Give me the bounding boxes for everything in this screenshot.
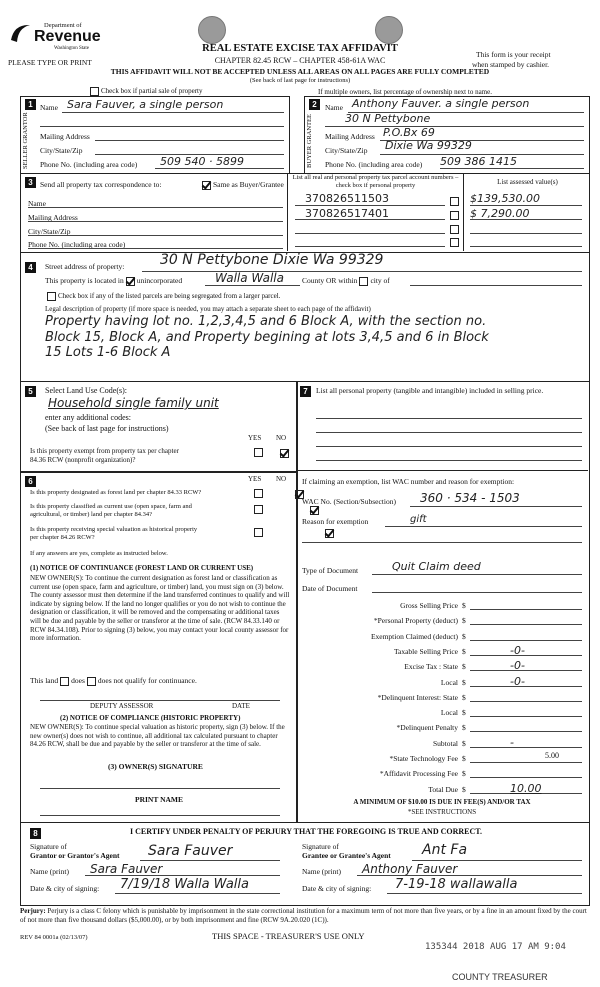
section-5-number: 5 xyxy=(25,386,36,397)
dept-line1: Department of xyxy=(44,22,82,29)
land-use-see-back: (See back of last page for instructions) xyxy=(45,424,169,433)
fee-dollar-sign: $ xyxy=(462,662,466,672)
fee-dollar-sign: $ xyxy=(462,631,466,641)
unincorporated-label: unincorporated xyxy=(136,276,183,285)
s2-phone-label: Phone No. (including area code) xyxy=(325,160,423,169)
continuance-title: (1) NOTICE OF CONTINUANCE (FOREST LAND OR CURRENT USE) xyxy=(30,564,254,572)
segregated-label: Check box if any of the listed parcels are being segregated from a larger parcel. xyxy=(58,292,281,301)
forest-land-question: Is this property designated as forest land per chapter 84.33 RCW? xyxy=(30,489,202,496)
personal-property-label: List all personal property (tangible and intangible) included in selling price. xyxy=(316,386,544,395)
s6-yes-header: YES xyxy=(248,475,262,483)
print-name-label: PRINT NAME xyxy=(135,795,183,804)
fee-label: *Delinquent Interest: State xyxy=(377,692,458,702)
type-or-print: PLEASE TYPE OR PRINT xyxy=(8,58,92,67)
assessed-value-2[interactable]: $ 7,290.00 xyxy=(470,207,530,220)
fee-label: Total Due xyxy=(428,784,458,794)
see-back: (See back of last page for instructions) xyxy=(249,77,351,84)
fee-value[interactable]: - xyxy=(510,735,514,749)
fee-dollar-sign: $ xyxy=(462,708,466,718)
fee-value[interactable]: -0- xyxy=(510,674,525,688)
fee-dollar-sign: $ xyxy=(462,738,466,748)
historic-question-a: Is this property receiving special valuation as historical property xyxy=(30,526,198,533)
grantor-agent-label: Grantor or Grantor's Agent xyxy=(30,851,120,860)
perjury-notice xyxy=(20,907,588,925)
fee-label: Local xyxy=(440,708,458,718)
historic-yes-checkbox[interactable] xyxy=(254,528,263,537)
qualify-label: qualify for continuance. xyxy=(124,676,197,685)
doc-date-label: Date of Document xyxy=(302,584,358,593)
s3-name-label: Name xyxy=(28,199,46,208)
fee-label: Local xyxy=(440,677,458,687)
doc-type-label: Type of Document xyxy=(302,566,359,575)
does-label: does xyxy=(71,676,85,685)
fee-label: *Affidavit Processing Fee xyxy=(379,769,458,779)
grantor-signature[interactable]: Sara Fauver xyxy=(148,843,233,859)
s1-phone-label: Phone No. (including area code) xyxy=(40,160,138,169)
fee-dollar-sign: $ xyxy=(462,784,466,794)
does-checkbox[interactable] xyxy=(60,677,69,686)
grantor-name-label: Name (print) xyxy=(30,867,69,876)
grantee-name-label: Name (print) xyxy=(302,867,341,876)
exemption-label: If claiming an exemption, list WAC number and reason for exemption: xyxy=(302,477,515,486)
exempt-no-checkbox[interactable] xyxy=(280,449,289,458)
fee-value[interactable]: -0- xyxy=(510,659,525,673)
dept-state: Washington State xyxy=(54,46,90,51)
form-revision: REV 84 0001a (02/13/07) xyxy=(20,934,88,941)
continuance-text: NEW OWNER(S): To continue the current designation as forest land or classification as current use (open space, farm and agriculture, or timber) land, you must sign on (3) below. The county assessor must then determine if the land transferred continues to qualify and will indicate by signing below. If the land no longer qualifies or you do not wish to continue the designation or classification, it will be removed and the compensating or additional taxes will be due and payable by the seller or transferor at the time of sale. (RCW 84.33.140 or RCW 84.34.108). Prior to signing (3) below, you may contact your local county assessor for more information. xyxy=(30,574,290,643)
grantee-date-label: Date & city of signing: xyxy=(302,884,372,893)
fee-value[interactable]: 5.00 xyxy=(545,751,559,760)
reason-label: Reason for exemption xyxy=(302,517,369,526)
s2-phone-value[interactable]: 509 386 1415 xyxy=(440,155,517,168)
current-use-yes-checkbox[interactable] xyxy=(254,505,263,514)
personal-property-checkbox-3[interactable] xyxy=(450,225,459,234)
perjury-text: Perjury is a class C felony which is punishable by imprisonment in the state correctional institution for a maximum term of not more than five years, or by a fine in an amount fixed by the court of not more than five thousand dollars ($5,000.00), or by both imprisonment and fine (RCW 9A.20.020 (1C)). xyxy=(20,907,587,924)
grantor-date-label: Date & city of signing: xyxy=(30,884,100,893)
grantor-date-value[interactable]: 7/19/18 Walla Walla xyxy=(120,877,249,892)
s2-name-value[interactable]: Anthony Fauver. a single person xyxy=(352,97,530,110)
land-use-value[interactable]: Household single family unit xyxy=(48,396,219,410)
s2-name-label: Name xyxy=(325,103,343,112)
punch-hole-left xyxy=(198,16,226,44)
wac-label: WAC No. (Section/Subsection) xyxy=(302,497,396,506)
grantee-signature[interactable]: Ant Fa xyxy=(422,842,468,858)
fee-label: Taxable Selling Price xyxy=(393,646,458,656)
reason-value[interactable]: gift xyxy=(410,514,427,525)
s1-city-label: City/State/Zip xyxy=(40,146,83,155)
form-chapter: CHAPTER 82.45 RCW – CHAPTER 458-61A WAC xyxy=(214,56,386,65)
s1-phone-value[interactable]: 509 540 · 5899 xyxy=(160,155,244,168)
punch-hole-right xyxy=(375,16,403,44)
current-use-question-b: agricultural, or timber) land per chapter 84.34? xyxy=(30,511,153,518)
parcel-header: List all real and personal property tax parcel account numbers – check box if personal property xyxy=(292,174,459,189)
section-7-number: 7 xyxy=(300,386,311,397)
county-treasurer-label: COUNTY TREASURER xyxy=(452,972,548,982)
section-1-number: 1 xyxy=(25,99,36,110)
minimum-due-note: A MINIMUM OF $10.00 IS DUE IN FEE(S) AND/OR TAX xyxy=(353,798,531,806)
s3-phone-label: Phone No. (including area code) xyxy=(28,240,126,249)
historic-text: NEW OWNER(S): To continue special valuation as historic property, sign (3) below. If the new owner(s) does not wish to continue, all additional tax calculated pursuant to chapter 84.26 RCW, shall be due and payable by the seller or transferor at the time of sale. xyxy=(30,723,285,749)
fee-dollar-sign: $ xyxy=(462,601,466,610)
treasurer-use-label: THIS SPACE - TREASURER'S USE ONLY xyxy=(212,931,365,941)
fee-dollar-sign: $ xyxy=(462,677,466,687)
historic-question-b: per chapter 84.26 RCW? xyxy=(30,534,95,541)
street-label: Street address of property: xyxy=(45,262,125,271)
s3-mailing-label: Mailing Address xyxy=(28,213,78,222)
street-value[interactable]: 30 N Pettybone Dixie Wa 99329 xyxy=(160,252,384,268)
fee-dollar-sign: $ xyxy=(462,646,466,656)
s3-city-label: City/State/Zip xyxy=(28,227,71,236)
multiple-owners-note: If multiple owners, list percentage of ownership next to name. xyxy=(318,88,492,96)
s2-line2-value[interactable]: 30 N Pettybone xyxy=(345,112,431,125)
grantor-sig-label-1: Signature of xyxy=(30,842,67,851)
legal-line-3[interactable]: 15 Lots 1-6 Block A xyxy=(45,345,171,360)
see-instructions-note: *SEE INSTRUCTIONS xyxy=(407,808,477,816)
does-not-checkbox[interactable] xyxy=(87,677,96,686)
grantor-name-value[interactable]: Sara Fauver xyxy=(90,862,163,876)
fee-label: *State Technology Fee xyxy=(389,754,458,763)
legal-line-1[interactable]: Property having lot no. 1,2,3,4,5 and 6 Block A, with the section no. xyxy=(45,314,487,329)
forest-yes-checkbox[interactable] xyxy=(254,489,263,498)
grantee-date-value[interactable]: 7-19-18 wallawalla xyxy=(395,877,518,892)
legal-label: Legal description of property (if more space is needed, you may attach a separate sheet to each page of the affidavit) xyxy=(45,305,371,313)
owner-signature-label: (3) OWNER(S) SIGNATURE xyxy=(108,762,203,771)
seller-grantor-label: SELLER GRANTOR xyxy=(22,112,29,170)
county-or-label: County OR within xyxy=(302,276,358,285)
receipt-line1: This form is your receipt xyxy=(476,50,551,59)
section-6-number: 6 xyxy=(25,476,36,487)
any-yes-instruction: If any answers are yes, complete as instructed below. xyxy=(30,550,168,557)
parcel-1[interactable]: 370826511503 xyxy=(305,192,389,205)
s1-mailing-label: Mailing Address xyxy=(40,132,90,141)
receipt-line2: when stamped by cashier. xyxy=(472,60,550,69)
current-use-question-a: Is this property classified as current use (open space, farm and xyxy=(30,503,192,510)
same-as-buyer-checkbox[interactable] xyxy=(202,181,211,190)
historic-title: (2) NOTICE OF COMPLIANCE (HISTORIC PROPERTY) xyxy=(60,714,241,722)
located-label: This property is located in xyxy=(45,276,124,285)
section-4-number: 4 xyxy=(25,262,36,273)
partial-sale-checkbox[interactable] xyxy=(90,87,99,96)
fee-dollar-sign: $ xyxy=(462,723,466,733)
parcel-2[interactable]: 370826517401 xyxy=(305,207,389,220)
perjury-label: Perjury: xyxy=(20,907,46,915)
exempt-question-1: Is this property exempt from property tax per chapter xyxy=(30,447,179,455)
personal-property-checkbox-2[interactable] xyxy=(450,211,459,220)
fee-label: Exemption Claimed (deduct) xyxy=(370,631,458,641)
doc-type-value[interactable]: Quit Claim deed xyxy=(392,560,481,573)
city-of-label: city of xyxy=(370,276,390,285)
assessed-value-1[interactable]: $139,530.00 xyxy=(470,192,540,205)
city-checkbox[interactable] xyxy=(359,277,368,286)
dept-name: Revenue xyxy=(34,28,101,45)
legal-line-2[interactable]: Block 15, Block A, and Property begining at lots 3,4,5 and 6 in Block xyxy=(45,330,489,345)
fee-dollar-sign: $ xyxy=(462,692,466,702)
exempt-question-2: 84.36 RCW (nonprofit organization)? xyxy=(30,456,136,464)
treasurer-stamp: 135344 2018 AUG 17 AM 9:04 xyxy=(425,942,566,952)
s2-mailing-value[interactable]: P.O.Bx 69 xyxy=(383,126,435,139)
county-value[interactable]: Walla Walla xyxy=(215,271,284,285)
grantee-sig-label-1: Signature of xyxy=(302,842,339,851)
s3-send-label: Send all property tax correspondence to: xyxy=(40,180,162,189)
fee-value[interactable]: 10.00 xyxy=(510,781,542,795)
deputy-assessor-label: DEPUTY ASSESSOR xyxy=(90,702,154,710)
fee-label: Subtotal xyxy=(432,738,458,748)
fee-dollar-sign: $ xyxy=(462,616,466,626)
fee-dollar-sign: $ xyxy=(462,754,466,763)
section-8-number: 8 xyxy=(30,828,41,839)
s5-no-header: NO xyxy=(276,434,287,442)
certify-statement: I CERTIFY UNDER PENALTY OF PERJURY THAT THE FOREGOING IS TRUE AND CORRECT. xyxy=(130,827,483,836)
land-use-label: Select Land Use Code(s): xyxy=(45,386,127,395)
fee-dollar-sign: $ xyxy=(462,769,466,779)
additional-codes-label: enter any additional codes: xyxy=(45,413,131,422)
logo-swoosh-icon xyxy=(8,20,34,46)
personal-property-checkbox-1[interactable] xyxy=(450,197,459,206)
section-2-number: 2 xyxy=(309,99,320,110)
s5-yes-header: YES xyxy=(248,434,262,442)
s2-city-value[interactable]: Dixie Wa 99329 xyxy=(385,139,472,152)
fee-label: Excise Tax : State xyxy=(404,662,458,672)
grantee-name-value[interactable]: Anthony Fauver xyxy=(362,862,458,876)
wac-value[interactable]: 360 · 534 - 1503 xyxy=(420,491,520,505)
fee-label: Gross Selling Price xyxy=(400,601,458,610)
does-not-label: does not xyxy=(97,676,124,685)
s6-no-header: NO xyxy=(276,475,287,483)
fee-value[interactable]: -0- xyxy=(510,643,525,657)
s1-name-value[interactable]: Sara Fauver, a single person xyxy=(67,98,224,111)
unincorporated-checkbox[interactable] xyxy=(126,277,135,286)
this-land-label: This land xyxy=(30,676,59,685)
s1-name-label: Name xyxy=(40,103,58,112)
buyer-grantee-label: BUYER GRANTEE xyxy=(306,114,313,168)
same-as-buyer-label: Same as Buyer/Grantee xyxy=(213,180,284,189)
section-3-number: 3 xyxy=(25,177,36,188)
partial-sale-label: Check box if partial sale of property xyxy=(101,87,203,96)
deputy-date-label: DATE xyxy=(232,702,250,710)
form-warning: THIS AFFIDAVIT WILL NOT BE ACCEPTED UNLESS ALL AREAS ON ALL PAGES ARE FULLY COMPLETED xyxy=(110,67,490,76)
segregated-checkbox[interactable] xyxy=(47,292,56,301)
s2-mailing-label: Mailing Address xyxy=(325,132,375,141)
exempt-yes-checkbox[interactable] xyxy=(254,448,263,457)
fee-label: *Personal Property (deduct) xyxy=(373,616,458,626)
fee-label: *Delinquent Penalty xyxy=(396,723,458,733)
form-title: REAL ESTATE EXCISE TAX AFFIDAVIT xyxy=(202,43,398,54)
s2-city-label: City/State/Zip xyxy=(325,146,368,155)
assessed-header: List assessed value(s) xyxy=(497,178,558,186)
personal-property-checkbox-4[interactable] xyxy=(450,238,459,247)
grantee-agent-label: Grantee or Grantee's Agent xyxy=(302,851,391,860)
